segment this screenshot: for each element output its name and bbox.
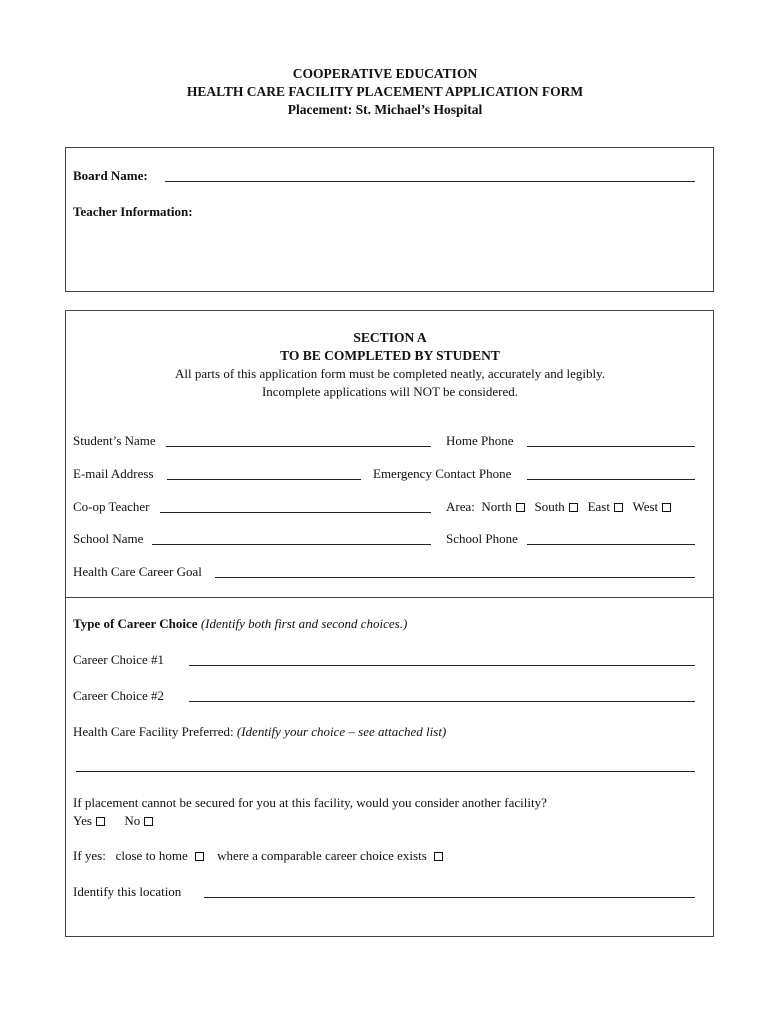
yes-label: Yes [73,813,92,828]
section-a-subtitle: TO BE COMPLETED BY STUDENT [280,348,500,363]
students-name-field[interactable] [166,446,431,447]
career-type-heading [73,616,407,631]
career-choice-1-label: Career Choice #1 [73,652,164,667]
area-label: Area: [446,499,475,514]
career-choice-2-field[interactable] [189,701,695,702]
area-east-checkbox[interactable] [614,503,623,512]
comparable-career-label: where a comparable career choice exists [217,848,427,863]
coop-teacher-label: Co-op Teacher [73,499,150,514]
career-choice-1-field[interactable] [189,665,695,666]
teacher-information-label: Teacher Information: [73,204,193,219]
home-phone-label: Home Phone [446,433,514,448]
students-name-label: Student’s Name [73,433,156,448]
area-south-label: South [534,499,565,514]
school-name-field[interactable] [152,544,431,545]
section-a-title: SECTION A [353,330,427,345]
facility-preferred-note: (Identify your choice – see attached list) [236,724,447,739]
school-phone-field[interactable] [527,544,695,545]
career-goal-label: Health Care Career Goal [73,564,202,579]
no-label: No [124,813,141,828]
board-name-field[interactable] [165,181,695,182]
area-north-checkbox[interactable] [516,503,525,512]
no-checkbox[interactable] [144,817,153,826]
career-type-note: (Identify both first and second choices.) [200,616,408,631]
close-to-home-checkbox[interactable] [195,852,204,861]
identify-location-field[interactable] [204,897,695,898]
area-south-checkbox[interactable] [569,503,578,512]
school-phone-label: School Phone [446,531,518,546]
area-east-label: East [587,499,610,514]
form-header-line-1: COOPERATIVE EDUCATION [292,66,478,81]
board-name-label: Board Name: [73,168,148,183]
board-info-box [65,147,714,292]
area-west-label: West [632,499,659,514]
home-phone-field[interactable] [527,446,695,447]
if-yes-label: If yes: [73,848,106,863]
facility-preferred-heading [73,724,446,739]
facility-preferred-label: Health Care Facility Preferred: [73,724,234,739]
comparable-career-checkbox[interactable] [434,852,443,861]
area-selector [446,499,671,514]
close-to-home-label: close to home [115,848,188,863]
alternate-facility-answer [73,813,153,828]
section-a-note-1: All parts of this application form must be completed neatly, accurately and legibly. [174,366,606,381]
school-name-label: School Name [73,531,144,546]
emergency-phone-field[interactable] [527,479,695,480]
career-goal-field[interactable] [215,577,695,578]
area-north-label: North [481,499,512,514]
form-header-line-2: HEALTH CARE FACILITY PLACEMENT APPLICATION FORM [186,84,584,99]
facility-preferred-field[interactable] [76,771,695,772]
section-a-note-2: Incomplete applications will NOT be considered. [261,384,519,399]
career-choice-2-label: Career Choice #2 [73,688,164,703]
coop-teacher-field[interactable] [160,512,431,513]
area-west-checkbox[interactable] [662,503,671,512]
if-yes-options [73,848,443,863]
email-address-label: E-mail Address [73,466,154,481]
emergency-phone-label: Emergency Contact Phone [373,466,512,481]
identify-location-label: Identify this location [73,884,182,899]
yes-checkbox[interactable] [96,817,105,826]
career-type-label: Type of Career Choice [73,616,198,631]
email-address-field[interactable] [167,479,361,480]
alternate-facility-question: If placement cannot be secured for you at this facility, would you consider another facility? [73,795,547,810]
form-header-line-3: Placement: St. Michael’s Hospital [287,102,483,117]
